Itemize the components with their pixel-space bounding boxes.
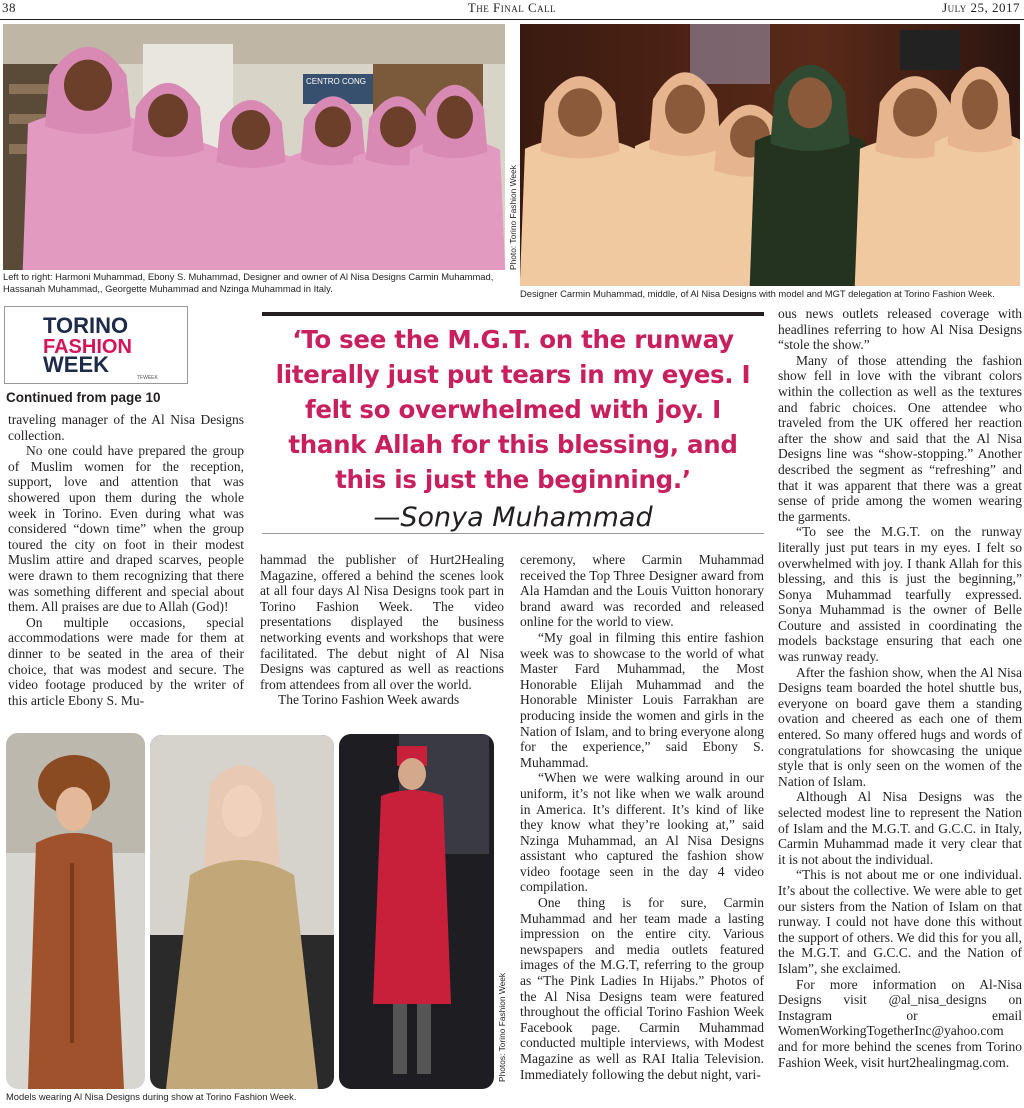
paragraph: “When we were walking around in our uniform, it’s not like when we walk around in America. It’s different. It’s kind of like they know what they’re looking at,” said Nzinga Muhammad, an Al Nisa Designs assistant who captured the fashion show video footage seen in the day 4 video compilation. <box>520 770 764 895</box>
article-column-4 <box>778 306 1022 1070</box>
paragraph: Many of those attending the fashion show fell in love with the vibrant colors within the collection as well as the textures and fabric choices. One attendee who traveled from the UK offered her reaction after the show and said that the Al Nisa Designs line was “show-stopping.” Another described the segment as “refreshing” and that it was apparent that there was a great sense of pride among the women wearing the garments. <box>778 352 1022 524</box>
photo-model-red-coat <box>339 734 494 1089</box>
signage-text: CENTRO CONG <box>306 77 366 86</box>
logo-line2: FASHION <box>43 336 132 358</box>
paragraph: ceremony, where Carmin Muhammad received the Top Three Designer award from Ala Hamdan and the Louis Vuitton honorary brand award was recorded and released online for the world to view. <box>520 552 764 630</box>
page-number: 38 <box>2 0 16 15</box>
logo-line3: WEEK <box>43 352 109 377</box>
caption-models: Models wearing Al Nisa Designs during show at Torino Fashion Week. <box>6 1091 297 1102</box>
newspaper-name: The Final Call <box>467 0 557 15</box>
photo-credit-right: Photo: Torino Fashion Week <box>508 165 518 270</box>
paragraph: After the fashion show, when the Al Nisa Designs team boarded the hotel shuttle bus, everyone on board gave them a standing ovation and cheered as each one of them entered. So many offered hugs and words of congratulations for showcasing the unique style that is only seen on the women of the Nation of Islam. <box>778 664 1022 789</box>
photo-model-brown-coat <box>6 733 145 1089</box>
paragraph: “My goal in filming this entire fashion week was to showcase to the world of what Master Fard Muhammad, the Most Honorable Elijah Muhammad and the Honorable Minister Louis Farrakhan are producing inside the women and girls in the Nation of Islam, and to bring everyone along for the experience,” said Ebony S. Muhammad. <box>520 629 764 770</box>
paragraph: hammad the publisher of Hurt2Healing Magazine, offered a behind the scenes look at all four days Al Nisa Designs took part in Torino Fashion Week. The video presentations displayed the business networking events and workshops that were facilitated. The debut night of Al Nisa Designs was captured as well as reactions from attendees from all over the world. <box>260 552 504 692</box>
article-column-2 <box>260 552 504 708</box>
paragraph: “This is not about me or one individual. It’s about the collective. We were able to get our sisters from the Nation of Islam on that runway. I could not have done this without the support of others. We did this for you all, the M.G.T. and G.C.C. and the Nation of Islam”, she exclaimed. <box>778 867 1022 976</box>
photo-pink-group <box>3 24 505 270</box>
caption-delegation: Designer Carmin Muhammad, middle, of Al Nisa Designs with model and MGT delegation at Torino Fashion Week. <box>520 288 995 299</box>
caption-pink-group: Left to right: Harmoni Muhammad, Ebony S. Muhammad, Designer and owner of Al Nisa Designs Carmin Muhammad, Hassanah Muhammad,, Georgette Muhammad and Nzinga Muhammad in Italy. <box>3 271 494 294</box>
logo-sub: TFWEEK <box>137 375 158 381</box>
paragraph: ous news outlets released coverage with headlines referring to how Al Nisa Designs “stole the show.” <box>778 306 1022 353</box>
photo-model-gold-coat <box>150 735 334 1089</box>
paragraph: The Torino Fashion Week awards <box>278 692 460 708</box>
paragraph: traveling manager of the Al Nisa Designs collection. <box>8 412 244 443</box>
issue-date: July 25, 2017 <box>942 0 1020 15</box>
logo-line1: TORINO <box>43 313 129 338</box>
paragraph: One thing is for sure, Carmin Muhammad and her team made a lasting impression on the entire city. Various newspapers and media outlets featured images of the M.G.T, referring to the group as “The Pink Ladies In Hijabs.” Photos of the Al Nisa Designs team were featured throughout the official Torino Fashion Week Facebook page. Carmin Muhammad conducted multiple interviews, with Modest Magazine as well as RAI Italia Television. Immediately following the debut night, vari- <box>520 895 764 1082</box>
paragraph: “To see the M.G.T. on the runway literally just put tears in my eyes. I felt so overwhelmed with joy. I thank Allah for this blessing, and this is just the beginning,” Sonya Muhammad tearfully expressed. Sonya Muhammad is the owner of Belle Couture and assisted in coordinating the models backstage ensuring that each one was runway ready. <box>778 524 1022 665</box>
page-header <box>0 0 1024 20</box>
article-column-1 <box>8 412 244 708</box>
paragraph: No one could have prepared the group of Muslim women for the reception, support, love and attention that was showered upon them during the whole week in Torino. Even during what was considered “down time” when the group toured the city on foot in their modest Muslim attire and draped scarves, people were drawn to them recognizing that there was something different and special about them. All praises are due to Allah (God)! <box>8 443 244 615</box>
article-column-3 <box>520 552 764 1082</box>
torino-fashion-week-logo <box>4 306 188 384</box>
photo-credit-bottom: Photos: Torino Fashion Week <box>497 972 507 1082</box>
photo-delegation <box>520 24 1020 286</box>
pull-quote-attribution: —Sonya Muhammad <box>373 502 653 533</box>
paragraph: Although Al Nisa Designs was the selected modest line to represent the Nation of Islam and the M.G.T. and G.C.C. in Italy, Carmin Muhammad made it very clear that it is not about the individual. <box>778 789 1022 867</box>
paragraph: For more information on Al-Nisa Designs visit @al_nisa_designs on Instagram or email WomenWorkingTogetherInc@yahoo.com and for more behind the scenes from Torino Fashion Week, visit hurt2healingmag.com. <box>778 976 1022 1070</box>
paragraph: On multiple occasions, special accommodations were made for them at dinner to be seated in the area of their choice, that was modest and secure. The video footage produced by the writer of this article Ebony S. Mu- <box>8 614 244 708</box>
pull-quote-text: ‘To see the M.G.T. on the runway literally just put tears in my eyes. I felt so overwhelmed with joy. I thank Allah for this blessing, and this is just the beginning.’ <box>275 325 751 494</box>
continued-from: Continued from page 10 <box>6 390 161 405</box>
pull-quote <box>262 312 764 534</box>
